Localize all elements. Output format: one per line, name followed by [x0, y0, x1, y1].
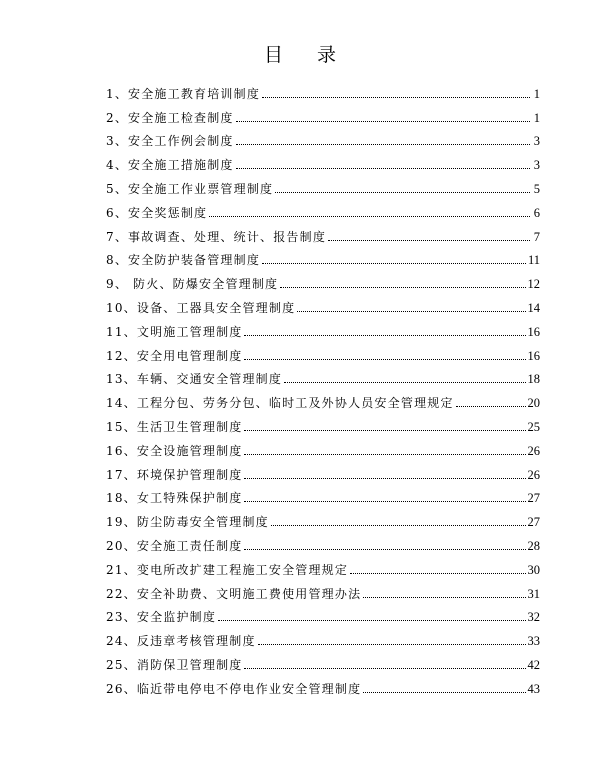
toc-entry-label: 9、 防火、防爆安全管理制度: [106, 277, 279, 292]
toc-entry-page-number: 27: [527, 515, 540, 530]
toc-entry[interactable]: [106, 172, 540, 196]
toc-entry[interactable]: [106, 315, 540, 339]
toc-dot-leader: [236, 168, 530, 169]
toc-entry[interactable]: [106, 648, 540, 672]
page-title: 目 录: [263, 44, 351, 66]
toc-entry-page-number: 32: [527, 610, 540, 625]
toc-entry[interactable]: [106, 577, 540, 601]
toc-entry[interactable]: [106, 291, 540, 315]
toc-entry-label: 13、车辆、交通安全管理制度: [106, 372, 283, 387]
toc-entry-page-number: 33: [527, 634, 540, 649]
toc-entry-label: 23、安全监护制度: [106, 610, 217, 625]
toc-dot-leader: [244, 454, 525, 455]
toc-dot-leader: [244, 430, 525, 431]
toc-entry-label: 14、工程分包、劳务分包、临时工及外协人员安全管理规定: [106, 396, 454, 411]
toc-entry-page-number: 16: [527, 348, 540, 363]
toc-entry-page-number: 27: [527, 491, 540, 506]
table-of-contents: [106, 77, 540, 696]
toc-entry[interactable]: [106, 434, 540, 458]
toc-dot-leader: [262, 263, 526, 264]
toc-entry[interactable]: [106, 458, 540, 482]
toc-entry-page-number: 26: [527, 443, 540, 458]
toc-entry-label: 6、安全奖惩制度: [106, 205, 208, 220]
toc-dot-leader: [363, 597, 525, 598]
toc-dot-leader: [244, 335, 525, 336]
toc-entry-label: 4、安全施工措施制度: [106, 158, 234, 173]
toc-entry-label: 8、安全防护装备管理制度: [106, 253, 261, 268]
toc-entry[interactable]: [106, 624, 540, 648]
toc-entry-page-number: 1: [533, 86, 540, 101]
toc-entry[interactable]: [106, 410, 540, 434]
toc-entry[interactable]: [106, 529, 540, 553]
toc-entry-page-number: 7: [533, 229, 540, 244]
toc-entry-page-number: 18: [527, 372, 540, 387]
toc-entry-label: 16、安全设施管理制度: [106, 443, 243, 458]
toc-entry-page-number: 42: [527, 657, 540, 672]
toc-entry-label: 26、临近带电停电不停电作业安全管理制度: [106, 681, 362, 696]
toc-entry[interactable]: [106, 386, 540, 410]
toc-entry-page-number: 5: [533, 181, 540, 196]
toc-entry-page-number: 26: [527, 467, 540, 482]
toc-entry-page-number: 1: [533, 110, 540, 125]
toc-entry-page-number: 28: [527, 538, 540, 553]
toc-entry[interactable]: [106, 339, 540, 363]
toc-entry[interactable]: [106, 220, 540, 244]
toc-entry-label: 24、反违章考核管理制度: [106, 634, 256, 649]
toc-entry-label: 21、变电所改扩建工程施工安全管理规定: [106, 562, 349, 577]
toc-entry-label: 12、安全用电管理制度: [106, 348, 243, 363]
toc-entry-page-number: 11: [527, 253, 540, 268]
toc-entry-page-number: 6: [533, 205, 540, 220]
toc-dot-leader: [297, 311, 525, 312]
toc-dot-leader: [350, 573, 525, 574]
toc-entry-page-number: 43: [527, 681, 540, 696]
toc-dot-leader: [244, 478, 525, 479]
toc-dot-leader: [271, 525, 526, 526]
toc-entry[interactable]: [106, 125, 540, 149]
toc-dot-leader: [363, 692, 525, 693]
toc-entry-label: 11、文明施工管理制度: [106, 324, 243, 339]
toc-entry-page-number: 16: [527, 324, 540, 339]
toc-entry-label: 10、设备、工器具安全管理制度: [106, 300, 296, 315]
toc-entry-label: 1、安全施工教育培训制度: [106, 86, 261, 101]
toc-dot-leader: [262, 97, 530, 98]
toc-dot-leader: [244, 549, 525, 550]
toc-entry-label: 17、环境保护管理制度: [106, 467, 243, 482]
toc-entry-label: 5、安全施工作业票管理制度: [106, 181, 274, 196]
toc-entry[interactable]: [106, 196, 540, 220]
toc-entry-label: 22、安全补助费、文明施工费使用管理办法: [106, 586, 362, 601]
toc-dot-leader: [244, 501, 525, 502]
toc-entry-label: 2、安全施工检查制度: [106, 110, 234, 125]
toc-entry[interactable]: [106, 601, 540, 625]
toc-entry-page-number: 30: [527, 562, 540, 577]
toc-entry-label: 18、女工特殊保护制度: [106, 491, 243, 506]
toc-entry-page-number: 31: [527, 586, 540, 601]
toc-entry-page-number: 20: [527, 396, 540, 411]
toc-entry[interactable]: [106, 672, 540, 696]
toc-entry-label: 3、安全工作例会制度: [106, 134, 234, 149]
toc-dot-leader: [280, 287, 525, 288]
toc-entry[interactable]: [106, 148, 540, 172]
toc-entry[interactable]: [106, 553, 540, 577]
toc-entry[interactable]: [106, 77, 540, 101]
toc-entry-page-number: 14: [527, 300, 540, 315]
toc-dot-leader: [244, 668, 525, 669]
toc-dot-leader: [236, 144, 530, 145]
toc-dot-leader: [244, 359, 525, 360]
toc-entry-page-number: 3: [533, 134, 540, 149]
toc-entry-label: 20、安全施工责任制度: [106, 538, 243, 553]
toc-entry[interactable]: [106, 482, 540, 506]
toc-dot-leader: [258, 644, 526, 645]
toc-entry-label: 25、消防保卫管理制度: [106, 657, 243, 672]
toc-dot-leader: [284, 382, 525, 383]
toc-entry[interactable]: [106, 267, 540, 291]
toc-entry-label: 15、生活卫生管理制度: [106, 419, 243, 434]
toc-entry-label: 7、事故调查、处理、统计、报告制度: [106, 229, 327, 244]
toc-dot-leader: [218, 620, 525, 621]
toc-entry-label: 19、防尘防毒安全管理制度: [106, 515, 269, 530]
toc-dot-leader: [456, 406, 526, 407]
toc-dot-leader: [275, 192, 530, 193]
toc-dot-leader: [236, 121, 530, 122]
toc-entry-page-number: 25: [527, 419, 540, 434]
toc-entry[interactable]: [106, 244, 540, 268]
toc-entry[interactable]: [106, 363, 540, 387]
toc-dot-leader: [328, 240, 530, 241]
toc-entry-page-number: 12: [527, 277, 540, 292]
toc-entry[interactable]: [106, 101, 540, 125]
toc-dot-leader: [209, 216, 530, 217]
toc-entry-page-number: 3: [533, 158, 540, 173]
toc-entry[interactable]: [106, 505, 540, 529]
